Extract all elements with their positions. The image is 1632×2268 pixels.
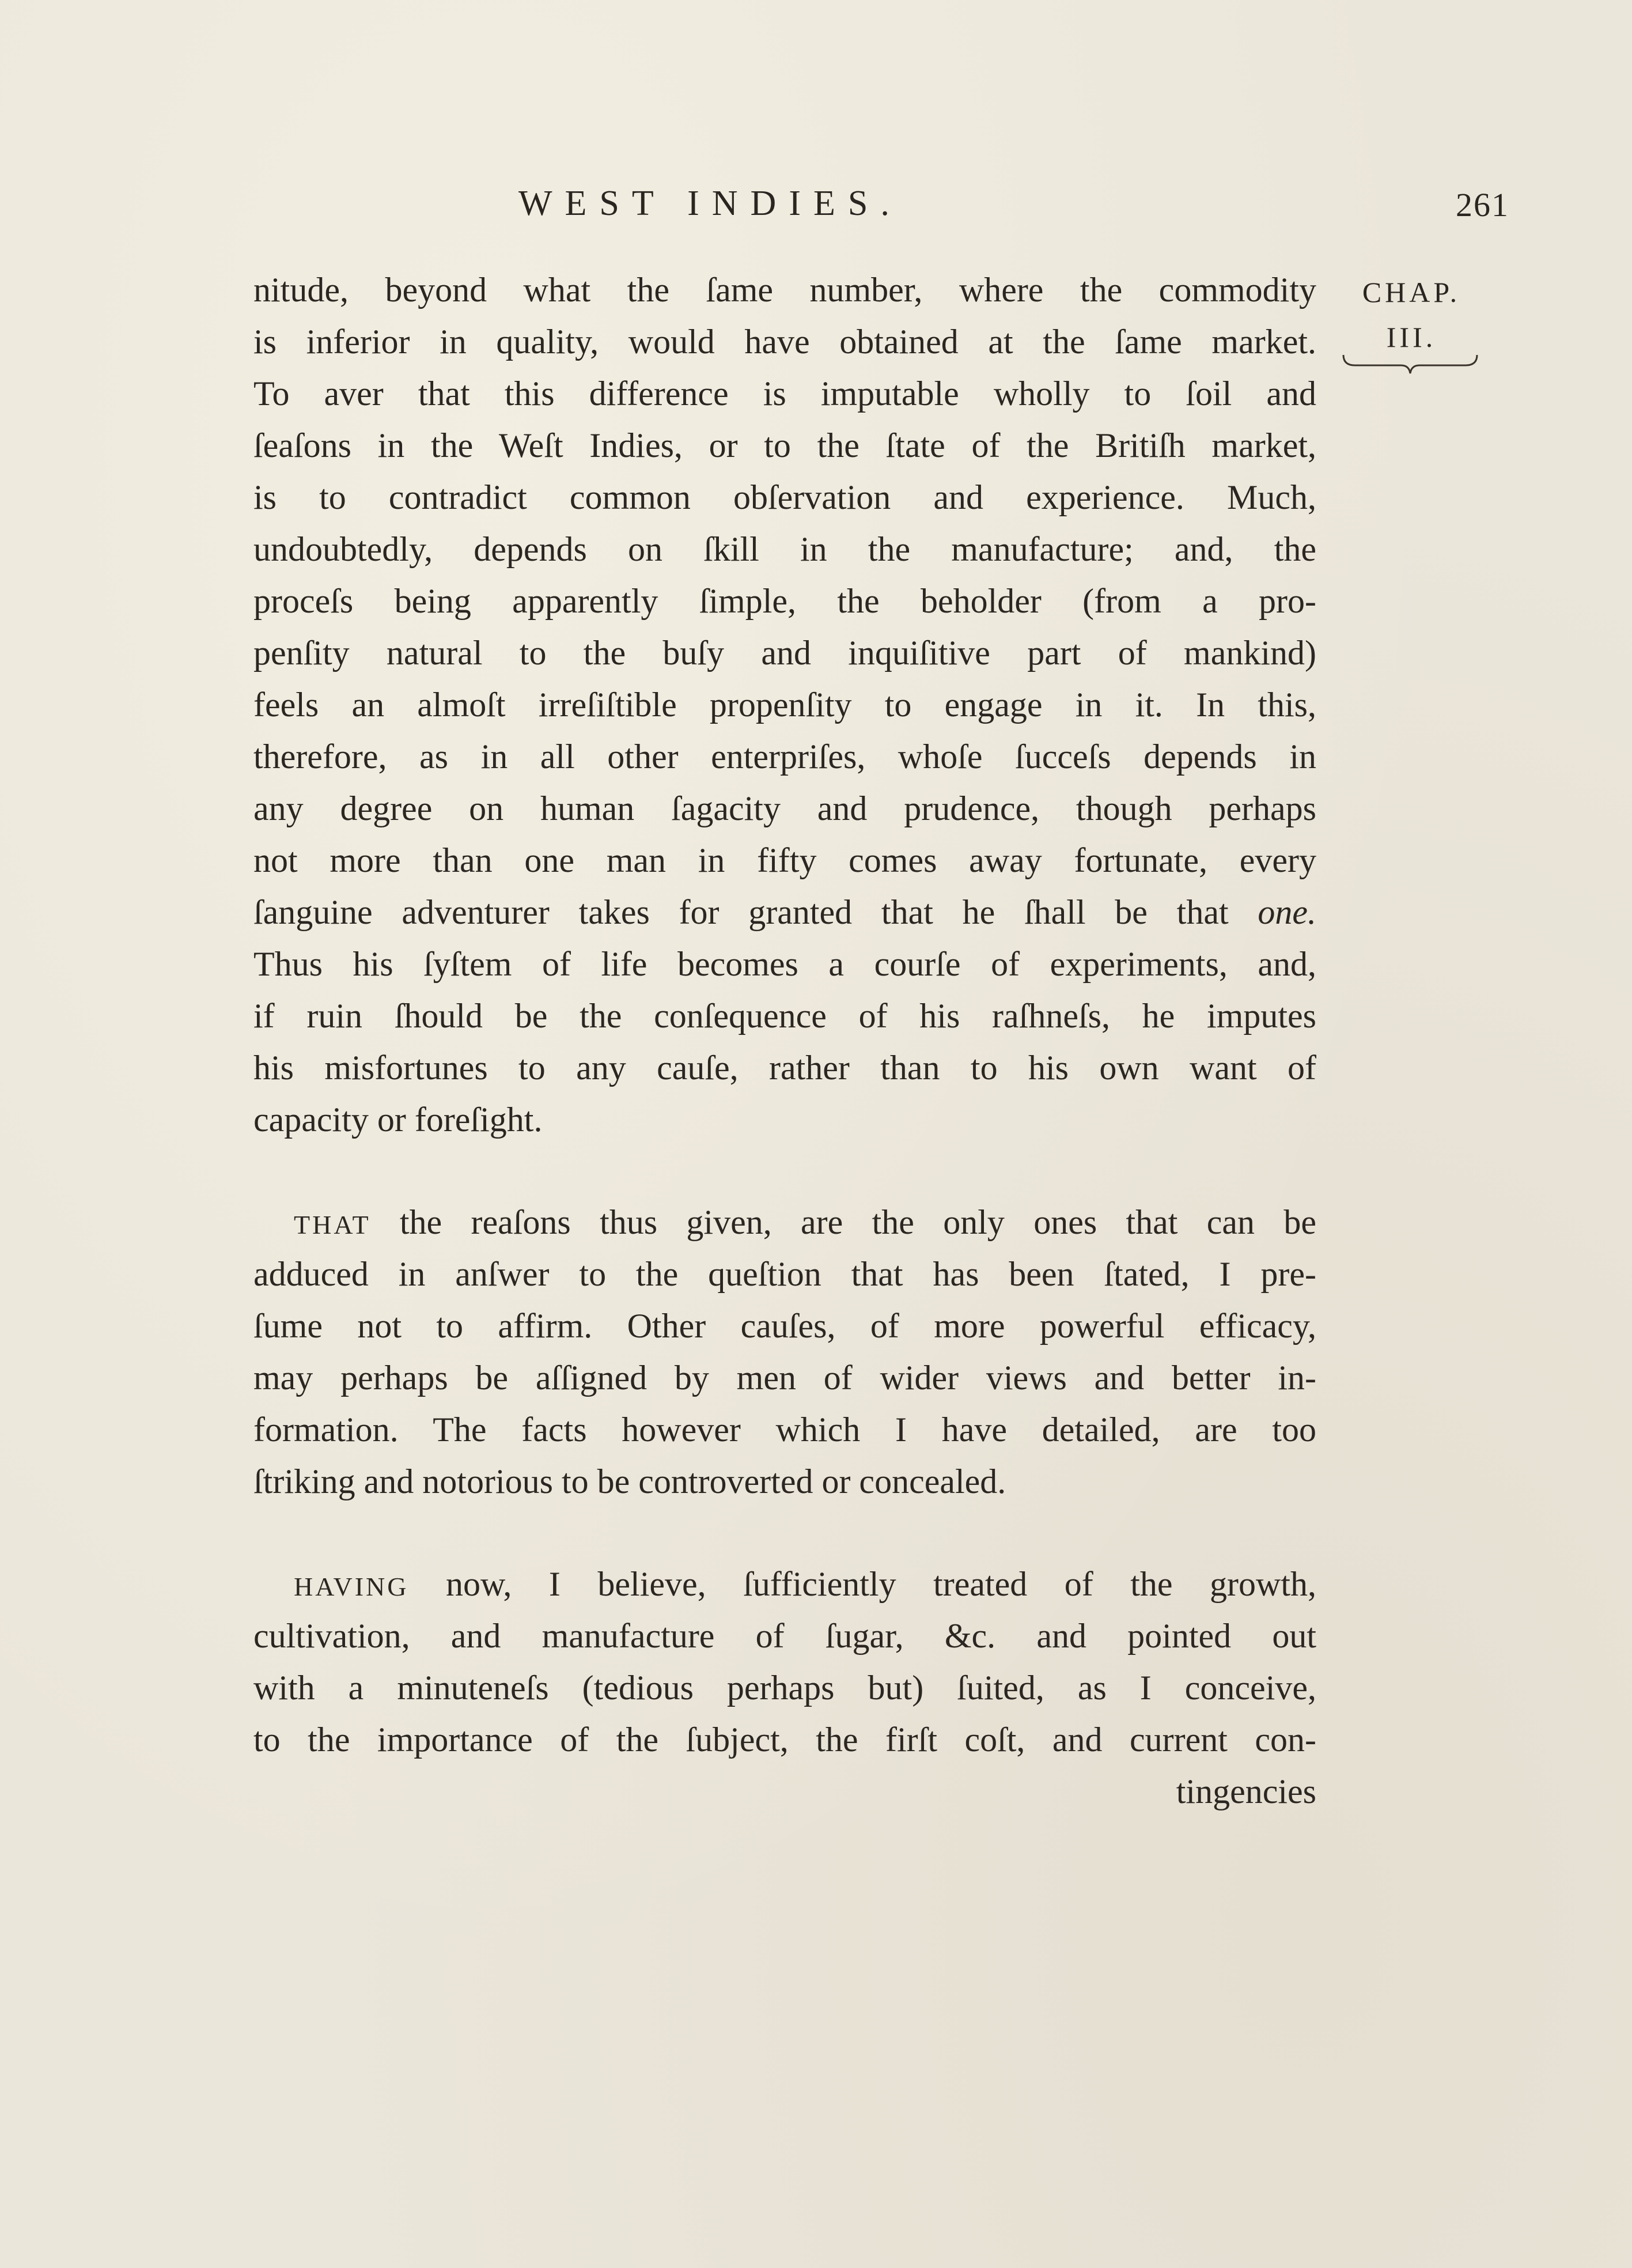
body-text — [253, 264, 1316, 1817]
text-line: Thus his ſyſtem of life becomes a courſe of experiments, and, — [253, 945, 1316, 983]
small-caps-lead: HAVING — [294, 1572, 409, 1601]
text-line: not more than one man in fifty comes away fortunate, every — [253, 841, 1316, 879]
catchword: tingencies — [1176, 1772, 1316, 1810]
text-line: adduced in anſwer to the queſtion that has been ſtated, I pre- — [253, 1255, 1316, 1293]
text-line: capacity or foreſight. — [253, 1101, 543, 1139]
chapter-margin-note — [1336, 270, 1486, 360]
text-line: proceſs being apparently ſimple, the beholder (from a pro- — [253, 582, 1316, 620]
running-title: WEST INDIES. — [518, 184, 902, 223]
text-line: To aver that this difference is imputable wholly to ſoil and — [253, 375, 1316, 413]
text-line-lead — [253, 1558, 1316, 1610]
text-line: to the importance of the ſubject, the firſt coſt, and current con- — [253, 1721, 1316, 1759]
text-line: his misfortunes to any cauſe, rather than to his own want of — [253, 1049, 1316, 1087]
text-line: is to contradict common obſervation and experience. Much, — [253, 478, 1316, 516]
text-line: therefore, as in all other enterpriſes, whoſe ſucceſs depends in — [253, 738, 1316, 776]
line-text: ſanguine adventurer takes for granted that he ſhall be that — [253, 893, 1229, 931]
chapter-label: CHAP. — [1362, 276, 1461, 308]
page-number: 261 — [1456, 186, 1509, 224]
text-line: formation. The facts however which I have detailed, are too — [253, 1411, 1316, 1449]
chapter-number: III. — [1386, 321, 1437, 353]
paragraph-1 — [253, 264, 1316, 1146]
text-line: ſtriking and notorious to be controverted or concealed. — [253, 1462, 1006, 1500]
text-line: ſume not to affirm. Other cauſes, of more powerful efficacy, — [253, 1307, 1316, 1345]
line-text: now, I believe, ſufficiently treated of the growth, — [446, 1565, 1317, 1603]
text-line: cultivation, and manufacture of ſugar, &c. and pointed out — [253, 1617, 1316, 1655]
paragraph-3 — [253, 1558, 1316, 1817]
text-line: is inferior in quality, would have obtained at the ſame market. — [253, 323, 1316, 361]
text-line: ſeaſons in the Weſt Indies, or to the ſtate of the Britiſh market, — [253, 426, 1316, 464]
line-text: the reaſons thus given, are the only ones that can be — [399, 1203, 1316, 1241]
text-line: undoubtedly, depends on ſkill in the manufacture; and, the — [253, 530, 1316, 568]
text-line: any degree on human ſagacity and prudence, though perhaps — [253, 789, 1316, 827]
text-line-with-italic — [253, 886, 1316, 938]
paragraph-2 — [253, 1196, 1316, 1507]
margin-brace-icon — [1341, 353, 1479, 376]
text-line: if ruin ſhould be the conſequence of his raſhneſs, he imputes — [253, 997, 1316, 1035]
running-head — [253, 183, 1509, 235]
small-caps-lead: THAT — [294, 1210, 371, 1239]
text-line: with a minuteneſs (tedious perhaps but) ſuited, as I conceive, — [253, 1669, 1316, 1707]
italic-word: one. — [1258, 893, 1317, 931]
text-line: feels an almoſt irreſiſtible propenſity to engage in it. In this, — [253, 686, 1316, 724]
text-line-lead — [253, 1196, 1316, 1248]
text-line: nitude, beyond what the ſame number, where the commodity — [253, 271, 1316, 309]
text-line: may perhaps be aſſigned by men of wider views and better in- — [253, 1359, 1316, 1397]
text-line: penſity natural to the buſy and inquiſitive part of mankind) — [253, 634, 1316, 672]
